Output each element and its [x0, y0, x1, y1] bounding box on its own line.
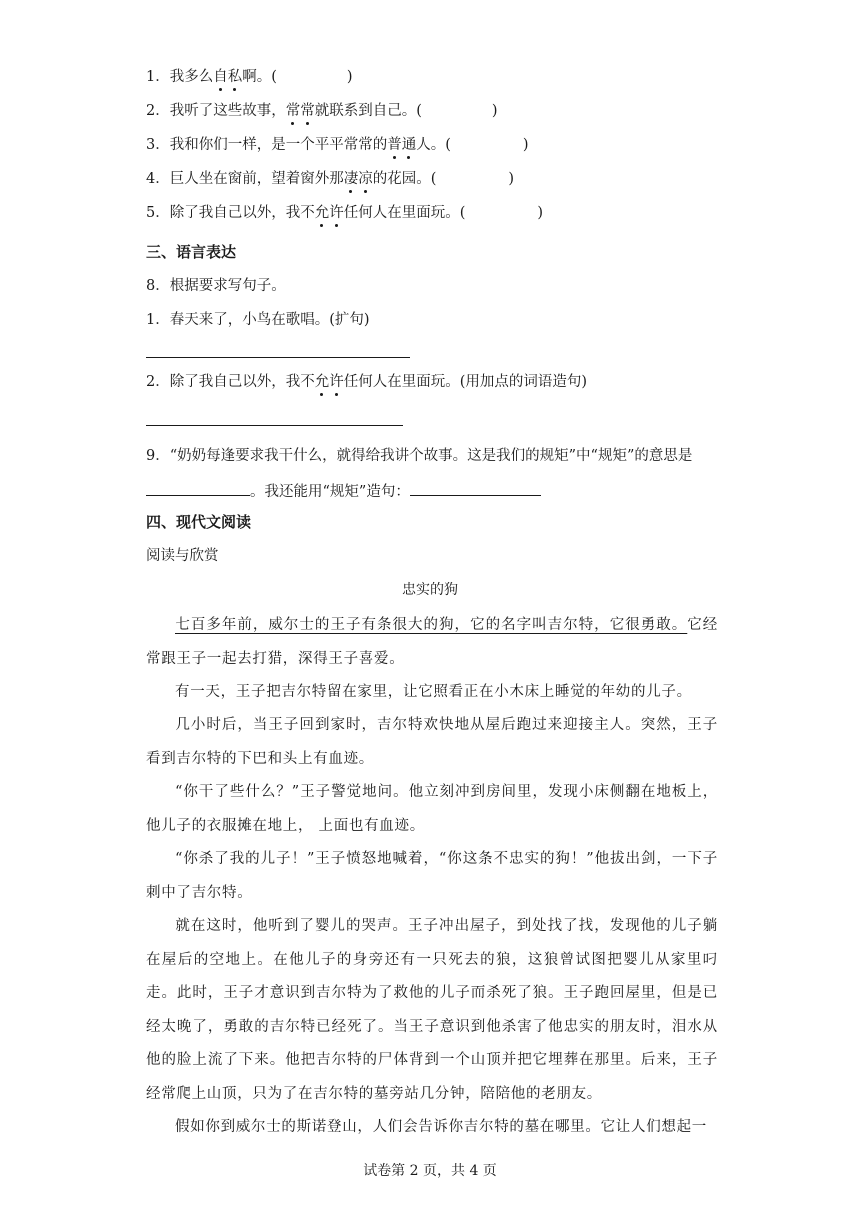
passage-paragraph-5 [146, 843, 718, 910]
answer-line-8-2[interactable] [146, 425, 403, 426]
dotted-char: 自 [213, 69, 228, 85]
closing-paren: ) [491, 103, 498, 119]
item-text-post: 的花园。( [372, 171, 437, 187]
question-8-1: 1．春天来了，小鸟在歌唱。(扩句) [146, 312, 370, 328]
closing-paren: ) [522, 137, 529, 153]
passage-paragraph-4 [146, 776, 718, 843]
question-8-prompt: 8．根据要求写句子。 [146, 278, 286, 294]
passage-paragraph-2 [146, 676, 718, 710]
paragraph-7-text: 假如你到威尔士的斯诺登山，人们会告诉你吉尔特的墓在哪里。它让人们想起一 [175, 1119, 707, 1135]
question-8-2-pre: 2．除了我自己以外，我不 [146, 374, 315, 390]
dotted-char: 许 [329, 374, 344, 390]
closing-paren: ) [346, 69, 353, 85]
passage-paragraph-1 [146, 609, 718, 676]
paragraph-3-text: 几小时后，当王子回到家时，吉尔特欢快地从屋后跑过来迎接主人。突然，王子看到吉尔特的下巴和头上有血迹。 [146, 717, 718, 767]
item-text-pre: 2．我听了这些故事， [146, 103, 286, 119]
item-text-post: 就联系到自己。( [314, 103, 422, 119]
dotted-char: 常 [300, 103, 315, 119]
question-9-mid-text: 。我还能用“规矩”造句： [250, 484, 410, 500]
closing-paren: ) [537, 205, 544, 221]
question-7-item [146, 135, 529, 155]
passage-title: 忠实的狗 [402, 582, 458, 598]
section-3-heading: 三、语言表达 [146, 243, 237, 261]
paragraph-2-text: 有一天，王子把吉尔特留在家里，让它照看正在小木床上睡觉的年幼的儿子。 [175, 684, 692, 700]
question-9-line-2 [146, 480, 541, 502]
item-text-pre: 4．巨人坐在窗前，望着窗外那 [146, 171, 344, 187]
question-9-line-1: 9．“奶奶每逢要求我干什么，就得给我讲个故事。这是我们的规矩”中“规矩”的意思是 [146, 448, 693, 464]
item-text-pre: 5．除了我自己以外，我不 [146, 205, 315, 221]
paragraph-6-text: 就在这时，他听到了婴儿的哭声。王子冲出屋子，到处找了找，发现他的儿子躺在屋后的空地上。在他儿子的身旁还有一只死去的狼，这狼曾试图把婴儿从家里叼走。此时，王子才意识到吉尔特为了救他的儿子而杀死了狼。王子跑回屋里，但是已经太晚了，勇敢的吉尔特已经死了。当王子意识到他杀害了他忠实的朋友时，泪水从他的脸上流了下来。他把吉尔特的尸体背到一个山顶并把它埋葬在那里。后来，王子经常爬上山顶，只为了在吉尔特的墓旁站几分钟，陪陪他的老朋友。 [146, 918, 718, 1102]
dotted-char: 允 [314, 374, 330, 390]
dotted-char: 常 [285, 103, 301, 119]
passage-paragraph-3 [146, 709, 718, 776]
page-footer: 试卷第 2 页，共 4 页 [363, 1163, 497, 1179]
question-7-item [146, 67, 353, 87]
paragraph-4-text: “你干了些什么？”王子警觉地问。他立刻冲到房间里，发现小床侧翻在地板上，他儿子的衣服摊在地上， 上面也有血迹。 [146, 784, 718, 834]
paragraph-5-text: “你杀了我的儿子！”王子愤怒地喊着，“你这条不忠实的狗！”他拔出剑，一下子刺中了吉尔特。 [146, 851, 718, 901]
passage-paragraph-7 [146, 1111, 718, 1145]
passage-paragraph-6 [146, 910, 718, 1111]
underlined-sentence: 七百多年前，威尔士的王子有条很大的狗，它的名字叫吉尔特，它很勇敢。 [175, 617, 688, 633]
dotted-char: 许 [329, 205, 344, 221]
item-text-pre: 1．我多么 [146, 69, 214, 85]
dotted-char: 普 [387, 137, 402, 153]
question-8-2 [146, 372, 587, 392]
answer-line-8-1[interactable] [146, 357, 410, 358]
item-text-post: 人。( [416, 137, 451, 153]
closing-paren: ) [508, 171, 515, 187]
paragraph-1-rest: 它经常跟王子一起去打猎，深得王子喜爱。 [146, 617, 718, 667]
question-7-item [146, 101, 498, 121]
reading-subtitle: 阅读与欣赏 [146, 548, 219, 564]
item-text-post: 任何人在里面玩。( [343, 205, 466, 221]
section-4-heading: 四、现代文阅读 [146, 513, 252, 531]
dotted-char: 允 [314, 205, 330, 221]
question-8-2-post: 任何人在里面玩。(用加点的词语造句) [343, 374, 588, 390]
item-text-post: 啊。( [242, 69, 277, 85]
answer-blank-9-sentence[interactable] [410, 480, 541, 496]
dotted-char: 凉 [358, 171, 373, 187]
question-7-item [146, 203, 543, 223]
question-7-item [146, 169, 514, 189]
answer-blank-9-meaning[interactable] [146, 480, 250, 496]
dotted-char: 私 [227, 69, 243, 85]
dotted-char: 通 [401, 137, 417, 153]
item-text-pre: 3．我和你们一样，是一个平平常常的 [146, 137, 388, 153]
dotted-char: 凄 [343, 171, 359, 187]
